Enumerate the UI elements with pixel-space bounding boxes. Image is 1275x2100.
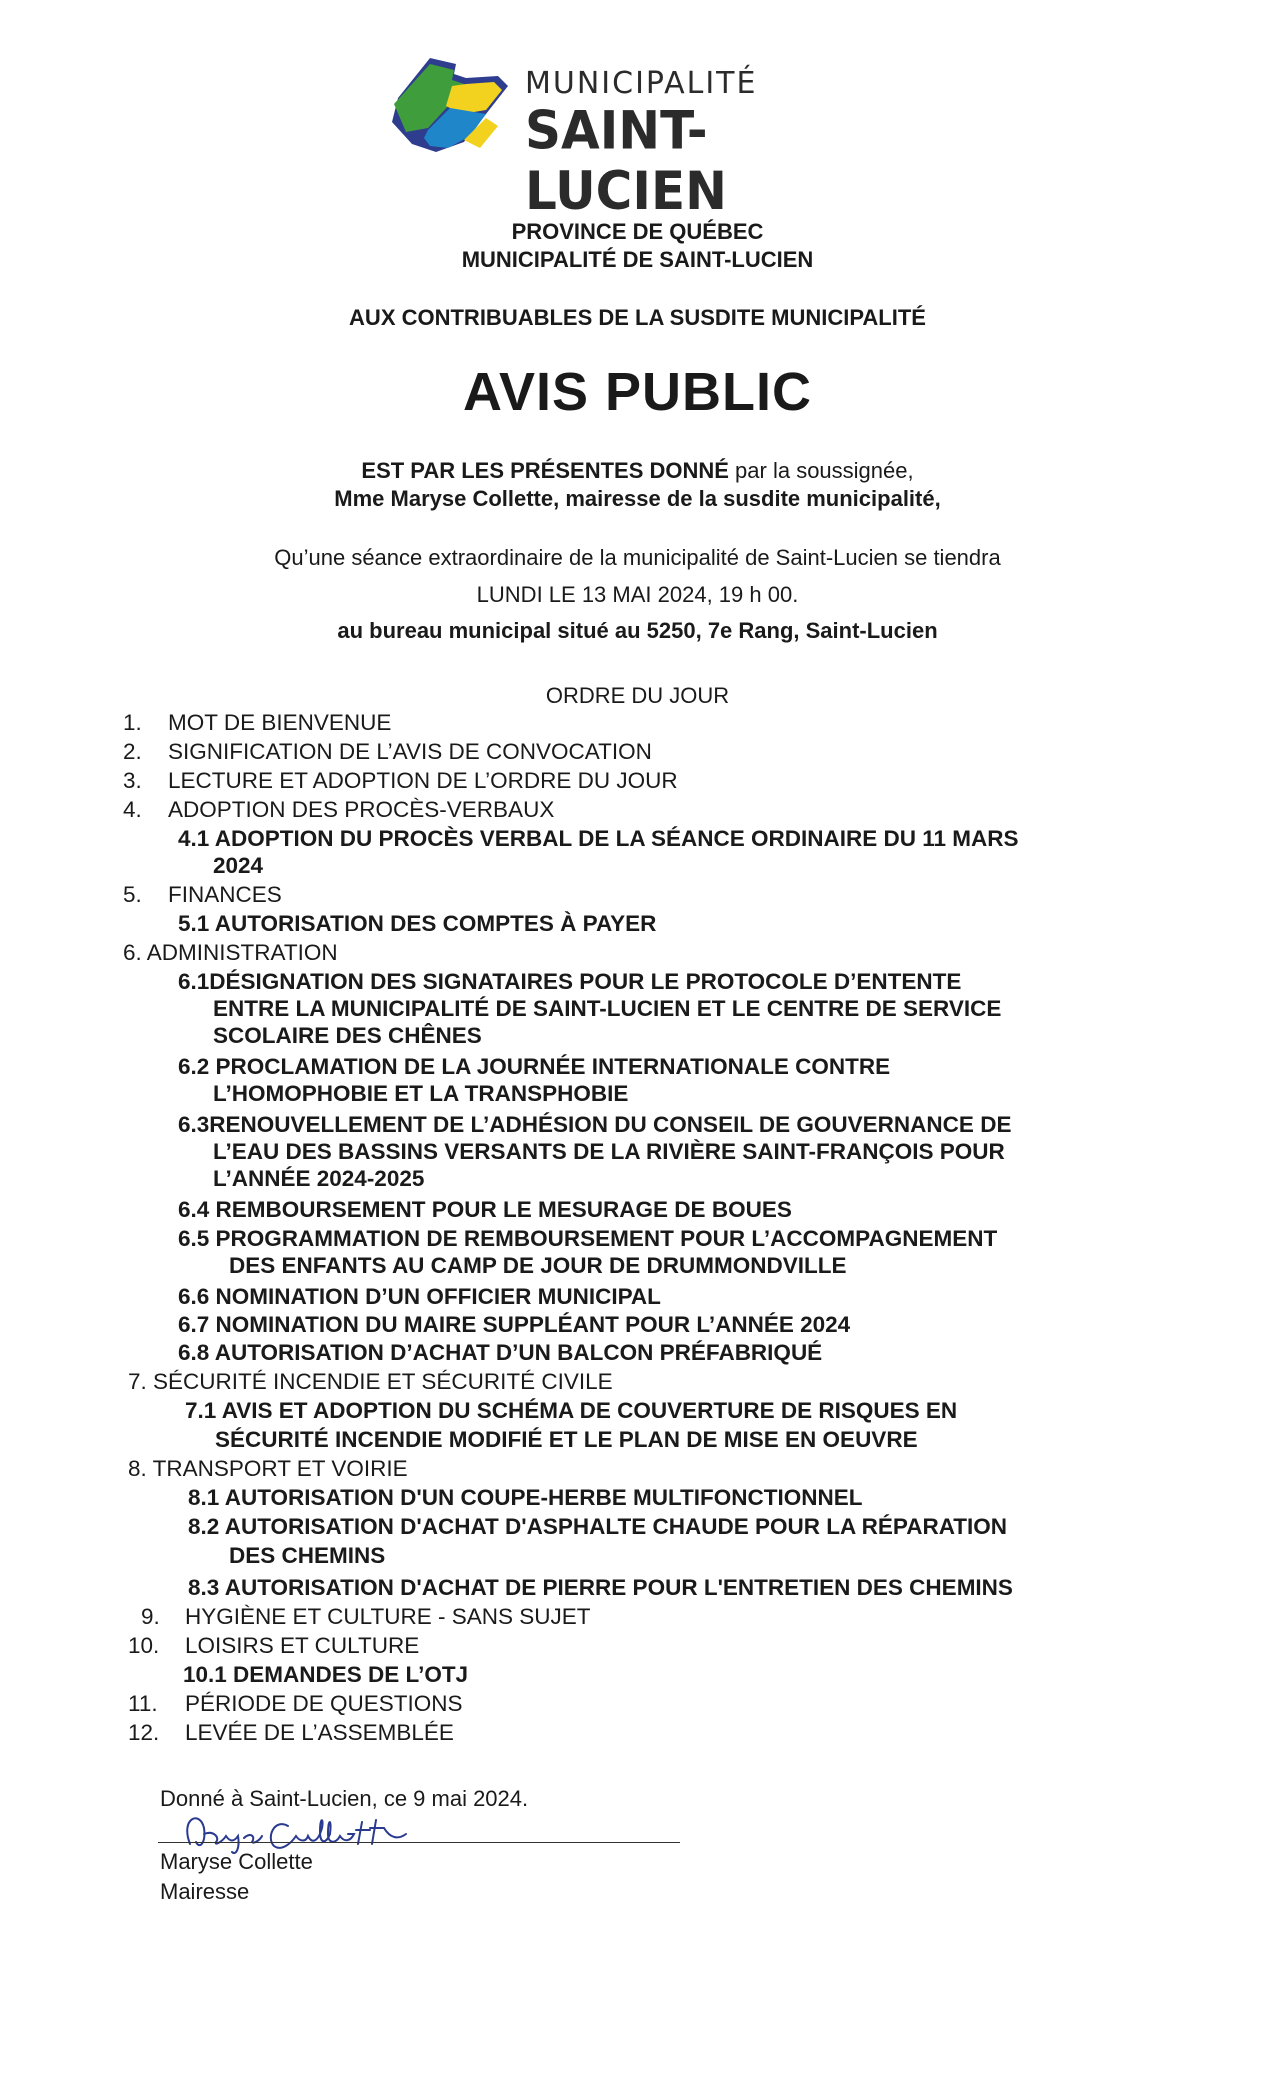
agenda-item: LEVÉE DE L’ASSEMBLÉE bbox=[185, 1720, 454, 1745]
agenda-item: ADOPTION DES PROCÈS-VERBAUX bbox=[168, 797, 555, 822]
logo-text-main: SAINT-LUCIEN bbox=[525, 100, 727, 222]
agenda-subitem-cont: L’ANNÉE 2024-2025 bbox=[213, 1166, 425, 1191]
agenda-item: PÉRIODE DE QUESTIONS bbox=[185, 1691, 463, 1716]
agenda-item-num: 9. bbox=[141, 1604, 160, 1629]
agenda-subitem-cont: L’HOMOPHOBIE ET LA TRANSPHOBIE bbox=[213, 1081, 629, 1106]
agenda-item-num: 3. bbox=[123, 768, 142, 793]
agenda-item: 7. SÉCURITÉ INCENDIE ET SÉCURITÉ CIVILE bbox=[128, 1369, 613, 1394]
agenda-subitem: 6.7 NOMINATION DU MAIRE SUPPLÉANT POUR L’ANNÉE 2024 bbox=[178, 1312, 851, 1337]
municipality-heading: MUNICIPALITÉ DE SAINT-LUCIEN bbox=[461, 247, 814, 272]
signer-role: Mairesse bbox=[160, 1879, 250, 1904]
agenda-item-num: 4. bbox=[123, 797, 142, 822]
agenda-item-num: 12. bbox=[128, 1720, 160, 1745]
agenda-item: FINANCES bbox=[168, 882, 282, 907]
agenda-item: HYGIÈNE ET CULTURE - SANS SUJET bbox=[185, 1604, 591, 1629]
agenda-item-num: 5. bbox=[123, 882, 142, 907]
agenda-subitem-cont: ENTRE LA MUNICIPALITÉ DE SAINT-LUCIEN ET LE CENTRE DE SERVICE bbox=[213, 996, 1002, 1021]
intro-line-2 bbox=[0, 486, 1275, 512]
signature-line bbox=[158, 1842, 680, 1843]
agenda-subitem: 6.5 PROGRAMMATION DE REMBOURSEMENT POUR L’ACCOMPAGNEMENT bbox=[178, 1226, 998, 1251]
signer-name: Maryse Collette bbox=[160, 1849, 313, 1874]
agenda-subitem-cont: DES CHEMINS bbox=[229, 1543, 386, 1568]
agenda-subitem-cont: SCOLAIRE DES CHÊNES bbox=[213, 1023, 482, 1048]
agenda-subitem: 8.3 AUTORISATION D'ACHAT DE PIERRE POUR L'ENTRETIEN DES CHEMINS bbox=[188, 1575, 1013, 1600]
agenda-subitem-cont: SÉCURITÉ INCENDIE MODIFIÉ ET LE PLAN DE MISE EN OEUVRE bbox=[215, 1427, 918, 1452]
agenda-item: LOISIRS ET CULTURE bbox=[185, 1633, 420, 1658]
agenda-subitem: 6.3RENOUVELLEMENT DE L’ADHÉSION DU CONSEIL DE GOUVERNANCE DE bbox=[178, 1112, 1012, 1137]
agenda-subitem: 6.6 NOMINATION D’UN OFFICIER MUNICIPAL bbox=[178, 1284, 661, 1309]
agenda-subitem: 6.8 AUTORISATION D’ACHAT D’UN BALCON PRÉFABRIQUÉ bbox=[178, 1340, 823, 1365]
meeting-date: LUNDI LE 13 MAI 2024, 19 h 00. bbox=[476, 582, 799, 607]
meeting-location: au bureau municipal situé au 5250, 7e Rang, Saint-Lucien bbox=[337, 618, 938, 643]
agenda-item: LECTURE ET ADOPTION DE L’ORDRE DU JOUR bbox=[168, 768, 678, 793]
meeting-line-1: Qu’une séance extraordinaire de la municipalité de Saint-Lucien se tiendra bbox=[274, 545, 1001, 570]
intro-rest: par la soussignée, bbox=[728, 458, 914, 483]
agenda-subitem-cont: DES ENFANTS AU CAMP DE JOUR DE DRUMMONDVILLE bbox=[229, 1253, 847, 1278]
agenda-subitem: 6.4 REMBOURSEMENT POUR LE MESURAGE DE BOUES bbox=[178, 1197, 792, 1222]
intro-line-1 bbox=[0, 458, 1275, 484]
agenda-item-num: 10. bbox=[128, 1633, 160, 1658]
agenda-item-num: 1. bbox=[123, 710, 142, 735]
municipal-logo bbox=[390, 52, 840, 222]
agenda-subitem: 5.1 AUTORISATION DES COMPTES À PAYER bbox=[178, 911, 657, 936]
agenda-subitem: 4.1 ADOPTION DU PROCÈS VERBAL DE LA SÉANCE ORDINAIRE DU 11 MARS bbox=[178, 826, 1019, 851]
agenda-item-num: 2. bbox=[123, 739, 142, 764]
agenda-item: MOT DE BIENVENUE bbox=[168, 710, 392, 735]
province-heading: PROVINCE DE QUÉBEC bbox=[511, 219, 764, 244]
audience-heading: AUX CONTRIBUABLES DE LA SUSDITE MUNICIPALITÉ bbox=[349, 305, 926, 330]
agenda-subitem: 10.1 DEMANDES DE L’OTJ bbox=[183, 1662, 469, 1687]
intro-line-2-text: Mme Maryse Collette, mairesse de la susdite municipalité, bbox=[334, 486, 941, 511]
logo-emblem-icon bbox=[390, 52, 520, 164]
page-title: AVIS PUBLIC bbox=[462, 362, 813, 422]
intro-bold: EST PAR LES PRÉSENTES DONNÉ bbox=[361, 458, 729, 483]
agenda-subitem-cont: 2024 bbox=[213, 853, 264, 878]
agenda-subitem: 8.2 AUTORISATION D'ACHAT D'ASPHALTE CHAUDE POUR LA RÉPARATION bbox=[188, 1514, 1008, 1539]
logo-text-top: MUNICIPALITÉ bbox=[525, 66, 758, 101]
agenda-subitem: 6.2 PROCLAMATION DE LA JOURNÉE INTERNATIONALE CONTRE bbox=[178, 1054, 891, 1079]
agenda-subitem-cont: L’EAU DES BASSINS VERSANTS DE LA RIVIÈRE SAINT-FRANÇOIS POUR bbox=[213, 1139, 1005, 1164]
agenda-heading: ORDRE DU JOUR bbox=[545, 683, 730, 708]
agenda-item-num: 11. bbox=[128, 1691, 158, 1716]
agenda-subitem: 7.1 AVIS ET ADOPTION DU SCHÉMA DE COUVERTURE DE RISQUES EN bbox=[185, 1398, 958, 1423]
agenda-item: SIGNIFICATION DE L’AVIS DE CONVOCATION bbox=[168, 739, 652, 764]
agenda-subitem: 8.1 AUTORISATION D'UN COUPE-HERBE MULTIFONCTIONNEL bbox=[188, 1485, 863, 1510]
given-at: Donné à Saint-Lucien, ce 9 mai 2024. bbox=[160, 1786, 529, 1811]
agenda-item: 8. TRANSPORT ET VOIRIE bbox=[128, 1456, 408, 1481]
agenda-subitem: 6.1DÉSIGNATION DES SIGNATAIRES POUR LE PROTOCOLE D’ENTENTE bbox=[178, 969, 962, 994]
agenda-item: 6. ADMINISTRATION bbox=[123, 940, 338, 965]
